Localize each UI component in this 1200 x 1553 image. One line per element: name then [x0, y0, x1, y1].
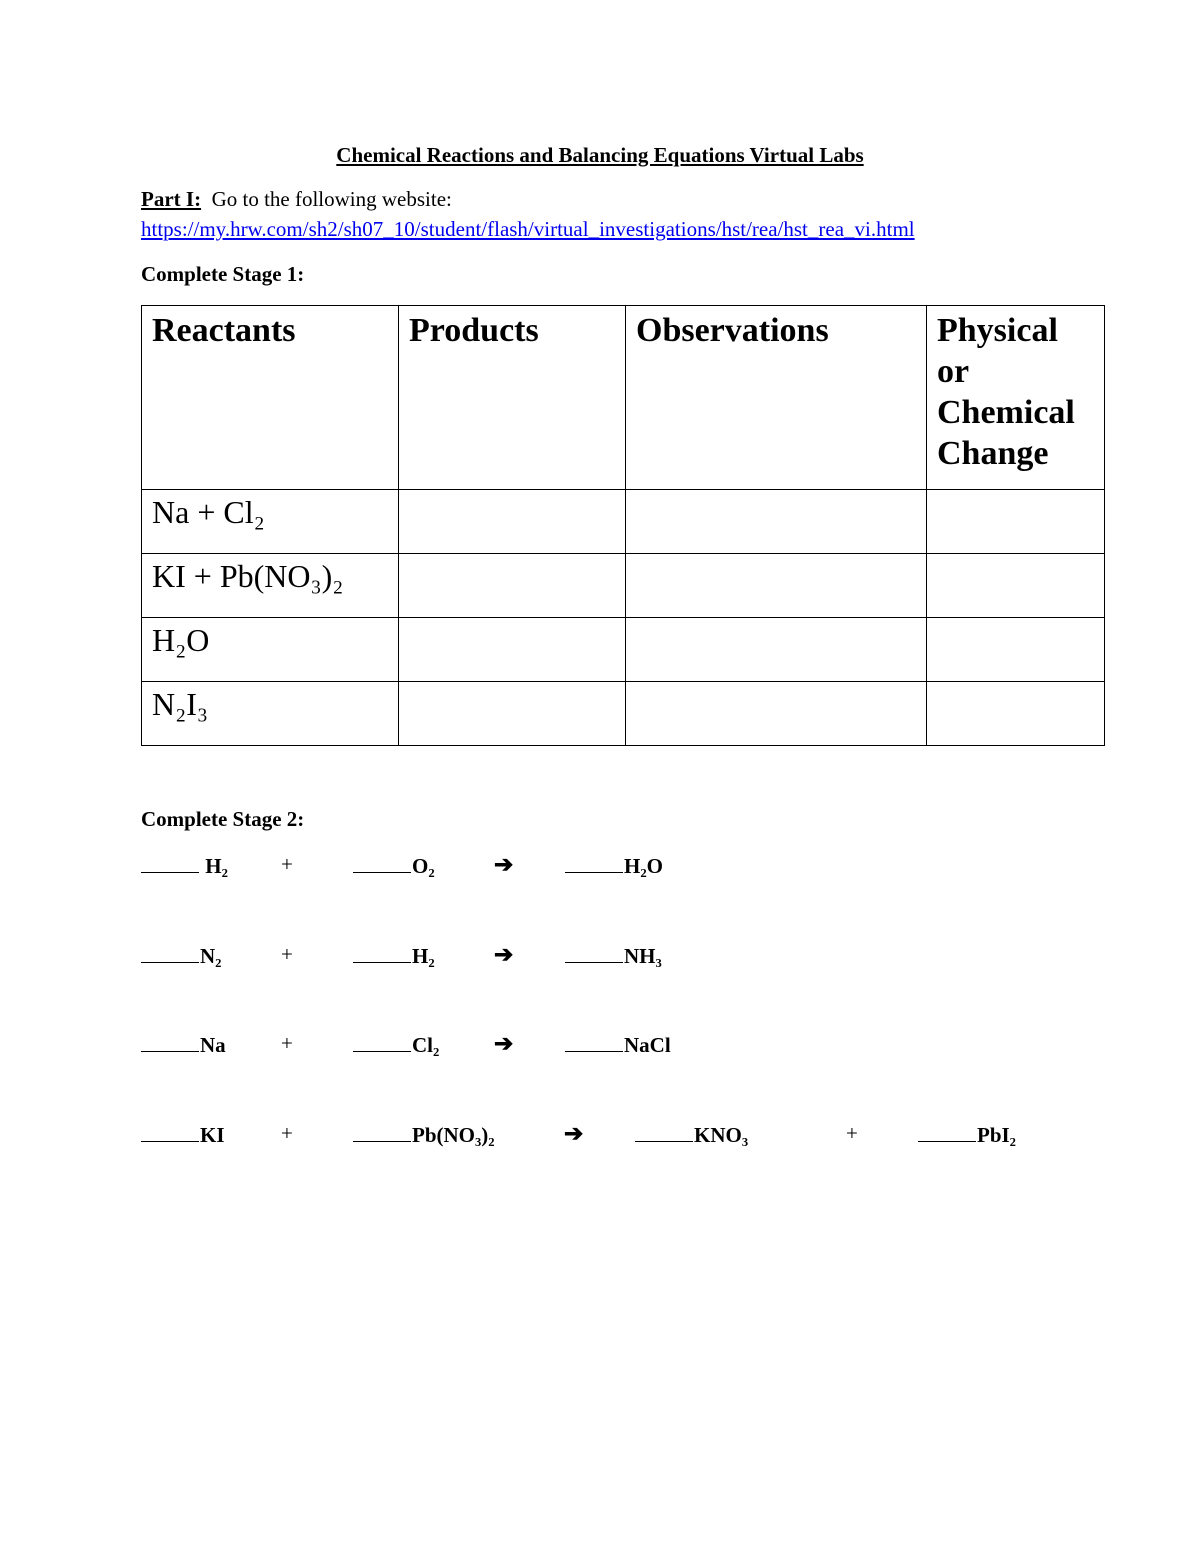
coefficient-blank[interactable]: [353, 852, 411, 873]
coefficient-blank[interactable]: [141, 1121, 199, 1142]
coefficient-blank[interactable]: [565, 1031, 623, 1052]
change-type-cell[interactable]: [927, 618, 1105, 682]
column-header-observations: Observations: [626, 306, 927, 490]
products-cell[interactable]: [399, 618, 626, 682]
change-type-cell[interactable]: [927, 554, 1105, 618]
table-row: [142, 682, 1105, 746]
reactants-cell: KI + Pb(NO₃)₂: [142, 554, 399, 618]
product-one-term: [565, 1031, 671, 1058]
product-one-term: [635, 1121, 748, 1148]
coefficient-blank[interactable]: [918, 1121, 976, 1142]
plus-sign: +: [281, 942, 293, 966]
coefficient-blank[interactable]: [565, 942, 623, 963]
coefficient-blank[interactable]: [141, 942, 199, 963]
reactant-two-term: [353, 1031, 439, 1058]
table-row: [142, 554, 1105, 618]
reactant-two-formula: O₂: [412, 854, 435, 878]
coefficient-blank[interactable]: [635, 1121, 693, 1142]
reaction-arrow-icon: ➔: [564, 1121, 584, 1146]
table-row: [142, 618, 1105, 682]
column-header-change-type: Physical or Chemical Change: [927, 306, 1105, 490]
product-two-term: [918, 1121, 1016, 1148]
product-two-formula: PbI₂: [977, 1123, 1016, 1147]
reactant-one-term: [141, 942, 221, 969]
products-cell[interactable]: [399, 682, 626, 746]
column-header-products: Products: [399, 306, 626, 490]
observations-cell[interactable]: [626, 490, 927, 554]
page-title: Chemical Reactions and Balancing Equations Virtual Labs: [336, 143, 864, 167]
table-header-row: [142, 306, 1105, 490]
stage-two-heading: Complete Stage 2:: [141, 807, 305, 831]
reaction-arrow-icon: ➔: [494, 1031, 514, 1056]
product-one-term: [565, 942, 662, 969]
reactant-one-term: [141, 1031, 226, 1058]
reactant-two-formula: H₂: [412, 944, 435, 968]
reaction-arrow-icon: ➔: [494, 852, 514, 877]
table-row: [142, 490, 1105, 554]
stage-one-heading: Complete Stage 1:: [141, 262, 305, 286]
product-one-term: [565, 852, 663, 879]
plus-sign: +: [846, 1121, 858, 1145]
product-one-formula: NH₃: [624, 944, 662, 968]
observations-cell[interactable]: [626, 554, 927, 618]
reactant-two-term: [353, 852, 435, 879]
reactants-cell: N₂I₃: [142, 682, 399, 746]
part-one-label: Part I:: [141, 187, 202, 211]
reactant-two-term: [353, 942, 435, 969]
observations-cell[interactable]: [626, 618, 927, 682]
product-one-formula: NaCl: [624, 1033, 671, 1057]
plus-sign: +: [281, 1031, 293, 1055]
reactants-cell: Na + Cl₂: [142, 490, 399, 554]
coefficient-blank[interactable]: [141, 852, 199, 873]
lab-website-link[interactable]: https://my.hrw.com/sh2/sh07_10/student/flash/virtual_investigations/hst/rea/hst_rea_vi.html: [141, 217, 915, 241]
reactant-two-term: [353, 1121, 495, 1148]
products-cell[interactable]: [399, 554, 626, 618]
coefficient-blank[interactable]: [353, 1121, 411, 1142]
reactant-one-term: [141, 852, 228, 879]
coefficient-blank[interactable]: [565, 852, 623, 873]
part-one-instructions: [141, 187, 452, 212]
change-type-cell[interactable]: [927, 490, 1105, 554]
products-cell[interactable]: [399, 490, 626, 554]
reactants-cell: H₂O: [142, 618, 399, 682]
product-one-formula: KNO₃: [694, 1123, 749, 1147]
coefficient-blank[interactable]: [353, 942, 411, 963]
reactant-one-formula: H₂: [205, 854, 228, 878]
reactant-two-formula: Cl₂: [412, 1033, 440, 1057]
reactant-two-formula: Pb(NO₃)₂: [412, 1123, 495, 1147]
part-one-text: Go to the following website:: [211, 187, 452, 211]
reactant-one-formula: Na: [200, 1033, 226, 1057]
plus-sign: +: [281, 852, 293, 876]
stage-one-table: [141, 305, 1105, 746]
reactant-one-formula: N₂: [200, 944, 222, 968]
product-one-formula: H₂O: [624, 854, 663, 878]
reaction-arrow-icon: ➔: [494, 942, 514, 967]
reactant-one-term: [141, 1121, 225, 1148]
observations-cell[interactable]: [626, 682, 927, 746]
coefficient-blank[interactable]: [353, 1031, 411, 1052]
plus-sign: +: [281, 1121, 293, 1145]
column-header-reactants: Reactants: [142, 306, 399, 490]
coefficient-blank[interactable]: [141, 1031, 199, 1052]
change-type-cell[interactable]: [927, 682, 1105, 746]
reactant-one-formula: KI: [200, 1123, 225, 1147]
